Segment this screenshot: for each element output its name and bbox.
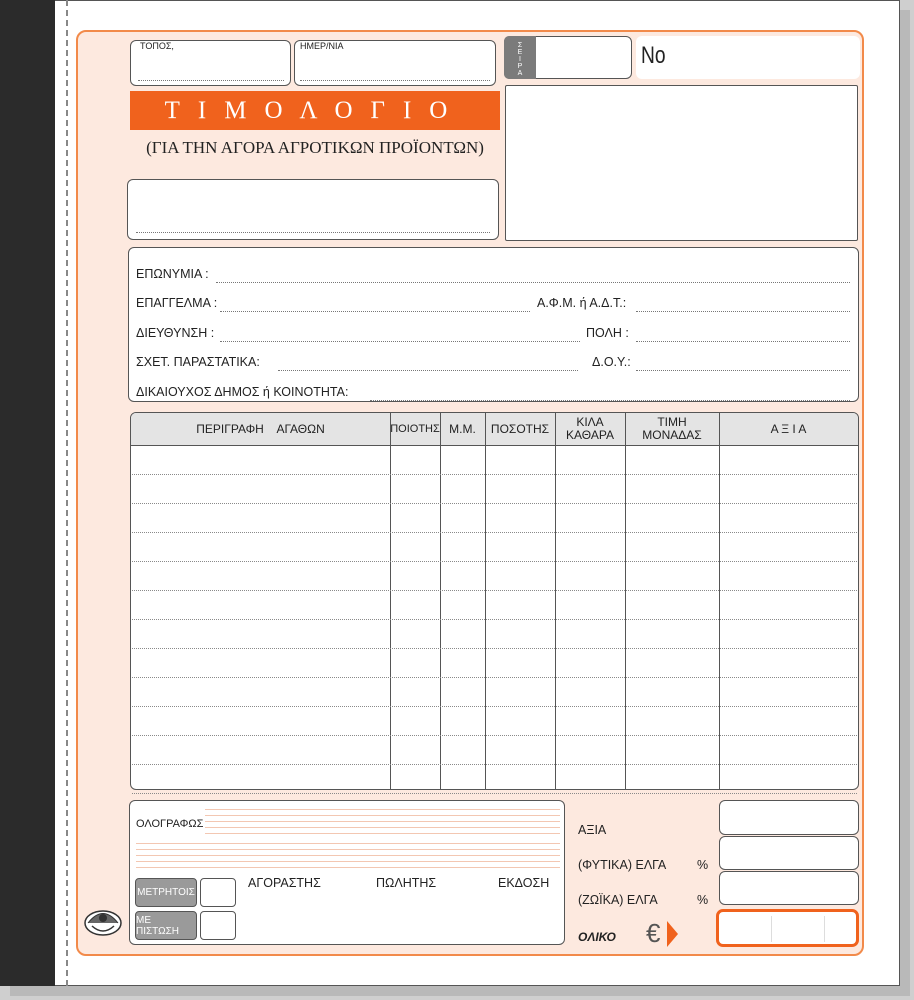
total-label: ΟΛΙΚΟ xyxy=(578,930,616,944)
document-subtitle: (ΓΙΑ ΤΗΝ ΑΓΟΡΑ ΑΓΡΟΤΙΚΩΝ ΠΡΟΪΟΝΤΩΝ) xyxy=(146,138,484,157)
municipality-label: ΔΙΚΑΙΟΥΧΟΣ ΔΗΜΟΣ ή ΚΟΙΝΟΤΗΤΑ: xyxy=(136,385,349,399)
place-dots xyxy=(138,80,284,81)
afm-dots[interactable] xyxy=(636,311,850,312)
animal-percent: % xyxy=(697,893,709,907)
number-field[interactable] xyxy=(636,36,860,79)
table-row[interactable] xyxy=(132,474,857,475)
seller-signature-label: ΠΩΛΗΤΗΣ xyxy=(376,876,437,890)
name-dots[interactable] xyxy=(216,282,850,283)
stamp-area xyxy=(505,85,858,241)
value-label: ΑΞΙΑ xyxy=(578,823,607,837)
column-header-quality: ΠΟΙΟΤΗΣ xyxy=(390,422,440,435)
animal-elga-amount-field[interactable] xyxy=(719,871,859,905)
total-divider xyxy=(824,916,825,942)
date-dots xyxy=(300,80,490,81)
customer-panel xyxy=(128,247,859,402)
address-dots[interactable] xyxy=(220,341,580,342)
cash-checkbox[interactable] xyxy=(200,878,236,907)
table-row[interactable] xyxy=(132,648,857,649)
place-label: ΤΟΠΟΣ, xyxy=(140,41,174,51)
table-row[interactable] xyxy=(132,735,857,736)
total-divider xyxy=(771,916,772,942)
items-table xyxy=(130,412,859,790)
number-label: No xyxy=(641,42,666,69)
credit-checkbox[interactable] xyxy=(200,911,236,940)
city-dots[interactable] xyxy=(636,341,850,342)
column-header-unit-price: ΤΙΜΗ ΜΟΝΑΔΑΣ xyxy=(642,415,702,442)
address-label: ΔΙΕΥΘΥΝΣΗ : xyxy=(136,326,215,340)
series-tab xyxy=(504,36,536,79)
binding-strip xyxy=(0,0,55,986)
profession-label: ΕΠΑΓΓΕΛΜΑ : xyxy=(136,296,218,310)
name-label: ΕΠΩΝΥΜΙΑ : xyxy=(136,267,209,281)
cash-option[interactable]: ΜΕΤΡΗΤΟΙΣ xyxy=(135,878,197,907)
table-row[interactable] xyxy=(132,561,857,562)
column-divider xyxy=(390,412,391,790)
in-words-label: ΟΛΟΓΡΑΦΩΣ xyxy=(136,818,204,830)
doy-label: Δ.Ο.Υ.: xyxy=(592,355,631,369)
table-row[interactable] xyxy=(132,532,857,533)
issuer-field[interactable] xyxy=(127,179,499,240)
series-label: ΣΕΙΡΑ xyxy=(517,42,523,77)
afm-label: Α.Φ.Μ. ή Α.Δ.Τ.: xyxy=(537,296,627,310)
city-label: ΠΟΛΗ : xyxy=(586,326,629,340)
column-divider xyxy=(485,412,486,790)
column-header-net-kilos: ΚΙΛΑ ΚΑΘΑΡΑ xyxy=(566,415,614,442)
related-docs-dots[interactable] xyxy=(278,370,578,371)
column-header-quantity: ΠΟΣΟΤΗΣ xyxy=(490,421,550,436)
column-header-unit: Μ.Μ. xyxy=(449,421,476,436)
table-row[interactable] xyxy=(132,503,857,504)
table-row[interactable] xyxy=(132,677,857,678)
related-docs-label: ΣΧΕΤ. ΠΑΡΑΣΤΑΤΙΚΑ: xyxy=(136,355,260,369)
table-row[interactable] xyxy=(132,619,857,620)
plant-elga-label: (ΦΥΤΙΚΑ) ΕΛΓΑ xyxy=(578,858,667,872)
buyer-signature-label: ΑΓΟΡΑΣΤΗΣ xyxy=(248,876,321,890)
total-amount-field[interactable] xyxy=(716,909,859,947)
municipality-dots[interactable] xyxy=(370,400,850,401)
arrow-right-icon xyxy=(667,921,678,947)
issuer-dots xyxy=(136,232,490,233)
euro-icon: € xyxy=(646,918,661,948)
profession-dots[interactable] xyxy=(220,311,530,312)
doy-dots[interactable] xyxy=(636,370,850,371)
column-header-value: Α Ξ Ι Α xyxy=(770,421,807,436)
animal-elga-label: (ΖΩΪΚΑ) ΕΛΓΑ xyxy=(578,893,658,907)
credit-option[interactable]: ΜΕ ΠΙΣΤΩΣΗ xyxy=(135,911,197,940)
plant-percent: % xyxy=(697,858,709,872)
column-divider xyxy=(719,412,720,790)
table-row[interactable] xyxy=(132,764,857,765)
table-row[interactable] xyxy=(132,590,857,591)
plant-elga-amount-field[interactable] xyxy=(719,836,859,870)
column-divider xyxy=(625,412,626,790)
in-words-lines[interactable] xyxy=(136,838,560,868)
column-header-description: ΠΕΡΙΓΡΑΦΗ ΑΓΑΘΩΝ xyxy=(196,421,325,436)
column-divider xyxy=(440,412,441,790)
publisher-logo-icon xyxy=(82,896,124,946)
perforation-line xyxy=(66,0,68,986)
issue-signature-label: ΕΚΔΟΣΗ xyxy=(498,876,550,890)
table-row[interactable] xyxy=(132,793,857,794)
document-title: ΤΙΜΟΛΟΓΙΟ xyxy=(130,91,500,130)
column-divider xyxy=(555,412,556,790)
date-label: ΗΜΕΡ/ΝΙΑ xyxy=(300,41,344,51)
value-amount-field[interactable] xyxy=(719,800,859,835)
table-row[interactable] xyxy=(132,706,857,707)
